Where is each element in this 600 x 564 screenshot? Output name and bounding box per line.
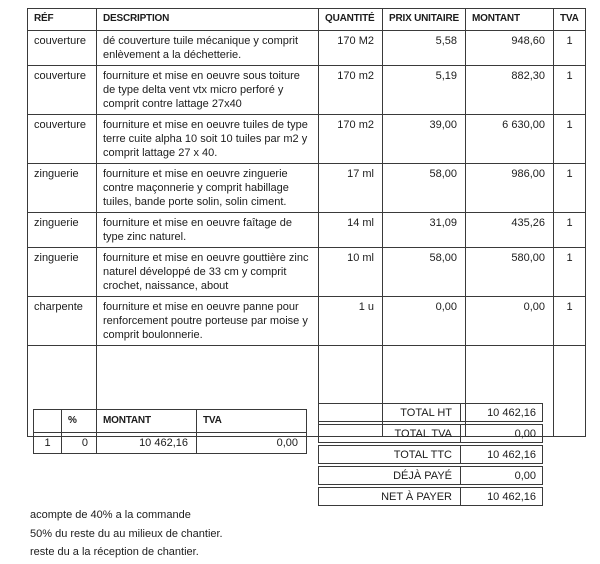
table-row — [28, 66, 586, 115]
montant-cell: 0,00 — [466, 297, 554, 346]
prix-unitaire-cell: 58,00 — [383, 164, 466, 213]
totals-panel — [318, 403, 543, 508]
total-label: DÉJÀ PAYÉ — [319, 467, 461, 484]
tva-cell: 1 — [554, 164, 586, 213]
total-value: 10 462,16 — [487, 406, 536, 419]
recap-header-montant: MONTANT — [97, 410, 197, 433]
total-value: 0,00 — [514, 469, 536, 482]
prix-unitaire-cell: 5,58 — [383, 31, 466, 66]
quantite-cell: 170 m2 — [319, 115, 383, 164]
header-cell-tva: TVA — [554, 9, 586, 31]
header-cell-description: DESCRIPTION — [97, 9, 319, 31]
total-value: 10 462,16 — [487, 448, 536, 461]
montant-cell: 580,00 — [466, 248, 554, 297]
payment-notes — [30, 506, 223, 562]
recap-header-pct: % — [62, 410, 97, 433]
montant-cell: 882,30 — [466, 66, 554, 115]
net-a-payer-row — [318, 487, 543, 506]
table-row — [28, 31, 586, 66]
line-items-header-row — [28, 9, 586, 31]
table-row — [28, 248, 586, 297]
tva-cell: 1 — [554, 248, 586, 297]
ref-cell: zinguerie — [28, 164, 97, 213]
recap-header-blank — [34, 410, 62, 433]
description-cell: fourniture et mise en oeuvre sous toiture de type delta vent vtx micro perforé y comprit contre lattage 27x40 — [97, 66, 319, 115]
description-cell: dé couverture tuile mécanique y comprit enlèvement a la déchetterie. — [97, 31, 319, 66]
line-items-table — [27, 8, 586, 437]
quantite-cell: 10 ml — [319, 248, 383, 297]
total-value: 0,00 — [514, 427, 536, 440]
note-line: acompte de 40% a la commande — [30, 509, 191, 521]
quantite-cell: 170 m2 — [319, 66, 383, 115]
quantite-cell: 170 M2 — [319, 31, 383, 66]
recap-tva-cell: 0,00 — [197, 433, 307, 454]
recap-data-row — [34, 433, 307, 454]
recap-montant-cell: 10 462,16 — [97, 433, 197, 454]
prix-unitaire-cell: 5,19 — [383, 66, 466, 115]
note-line: 50% du reste du au milieux de chantier. — [30, 527, 223, 540]
tva-cell: 1 — [554, 31, 586, 66]
total-label: TOTAL TTC — [319, 446, 461, 463]
montant-cell: 435,26 — [466, 213, 554, 248]
table-row — [28, 297, 586, 346]
ref-cell: couverture — [28, 115, 97, 164]
recap-num-cell: 1 — [34, 433, 62, 454]
recap-pct-cell: 0 — [62, 433, 97, 454]
total-label: NET À PAYER — [319, 488, 461, 505]
tva-cell: 1 — [554, 115, 586, 164]
description-cell: fourniture et mise en oeuvre zinguerie contre maçonnerie y comprit habillage tuiles, bande porte solin, solin ciment. — [97, 164, 319, 213]
ref-cell: zinguerie — [28, 248, 97, 297]
montant-cell: 948,60 — [466, 31, 554, 66]
description-cell: fourniture et mise en oeuvre gouttière zinc naturel développé de 33 cm y comprit crochet, naissance, about — [97, 248, 319, 297]
montant-cell: 986,00 — [466, 164, 554, 213]
total-value: 10 462,16 — [487, 490, 536, 503]
prix-unitaire-cell: 58,00 — [383, 248, 466, 297]
prix-unitaire-cell: 39,00 — [383, 115, 466, 164]
prix-unitaire-cell: 31,09 — [383, 213, 466, 248]
recap-header-tva: TVA — [197, 410, 307, 433]
recap-header-row — [34, 410, 307, 433]
quantite-cell: 17 ml — [319, 164, 383, 213]
header-cell-quantite: QUANTITÉ — [319, 9, 383, 31]
total-label: TOTAL TVA — [319, 425, 461, 442]
note-line: reste du a la réception de chantier. — [30, 546, 199, 558]
tva-cell: 1 — [554, 213, 586, 248]
total-label: TOTAL HT — [319, 404, 461, 421]
ref-cell: couverture — [28, 31, 97, 66]
ref-cell: charpente — [28, 297, 97, 346]
description-cell: fourniture et mise en oeuvre tuiles de type terre cuite alpha 10 soit 10 tuiles par m2 y comprit lattage 27 x 40. — [97, 115, 319, 164]
total-tva-row — [318, 424, 543, 443]
header-cell-montant: MONTANT — [466, 9, 554, 31]
table-row — [28, 164, 586, 213]
quantite-cell: 1 u — [319, 297, 383, 346]
description-cell: fourniture et mise en oeuvre panne pour renforcement poutre porteuse par moise y comprit boulonnerie. — [97, 297, 319, 346]
tva-cell: 1 — [554, 297, 586, 346]
table-row — [28, 213, 586, 248]
prix-unitaire-cell: 0,00 — [383, 297, 466, 346]
quantite-cell: 14 ml — [319, 213, 383, 248]
ref-cell: zinguerie — [28, 213, 97, 248]
header-cell-ref: RÉF — [28, 9, 97, 31]
deja-paye-row — [318, 466, 543, 485]
header-cell-prix-unitaire: PRIX UNITAIRE — [383, 9, 466, 31]
tva-cell: 1 — [554, 66, 586, 115]
montant-cell: 6 630,00 — [466, 115, 554, 164]
ref-cell: couverture — [28, 66, 97, 115]
description-cell: fourniture et mise en oeuvre faîtage de type zinc naturel. — [97, 213, 319, 248]
table-row — [28, 115, 586, 164]
total-ttc-row — [318, 445, 543, 464]
total-ht-row — [318, 403, 543, 422]
tva-recap-table — [33, 409, 307, 454]
empty-cell — [554, 346, 586, 437]
